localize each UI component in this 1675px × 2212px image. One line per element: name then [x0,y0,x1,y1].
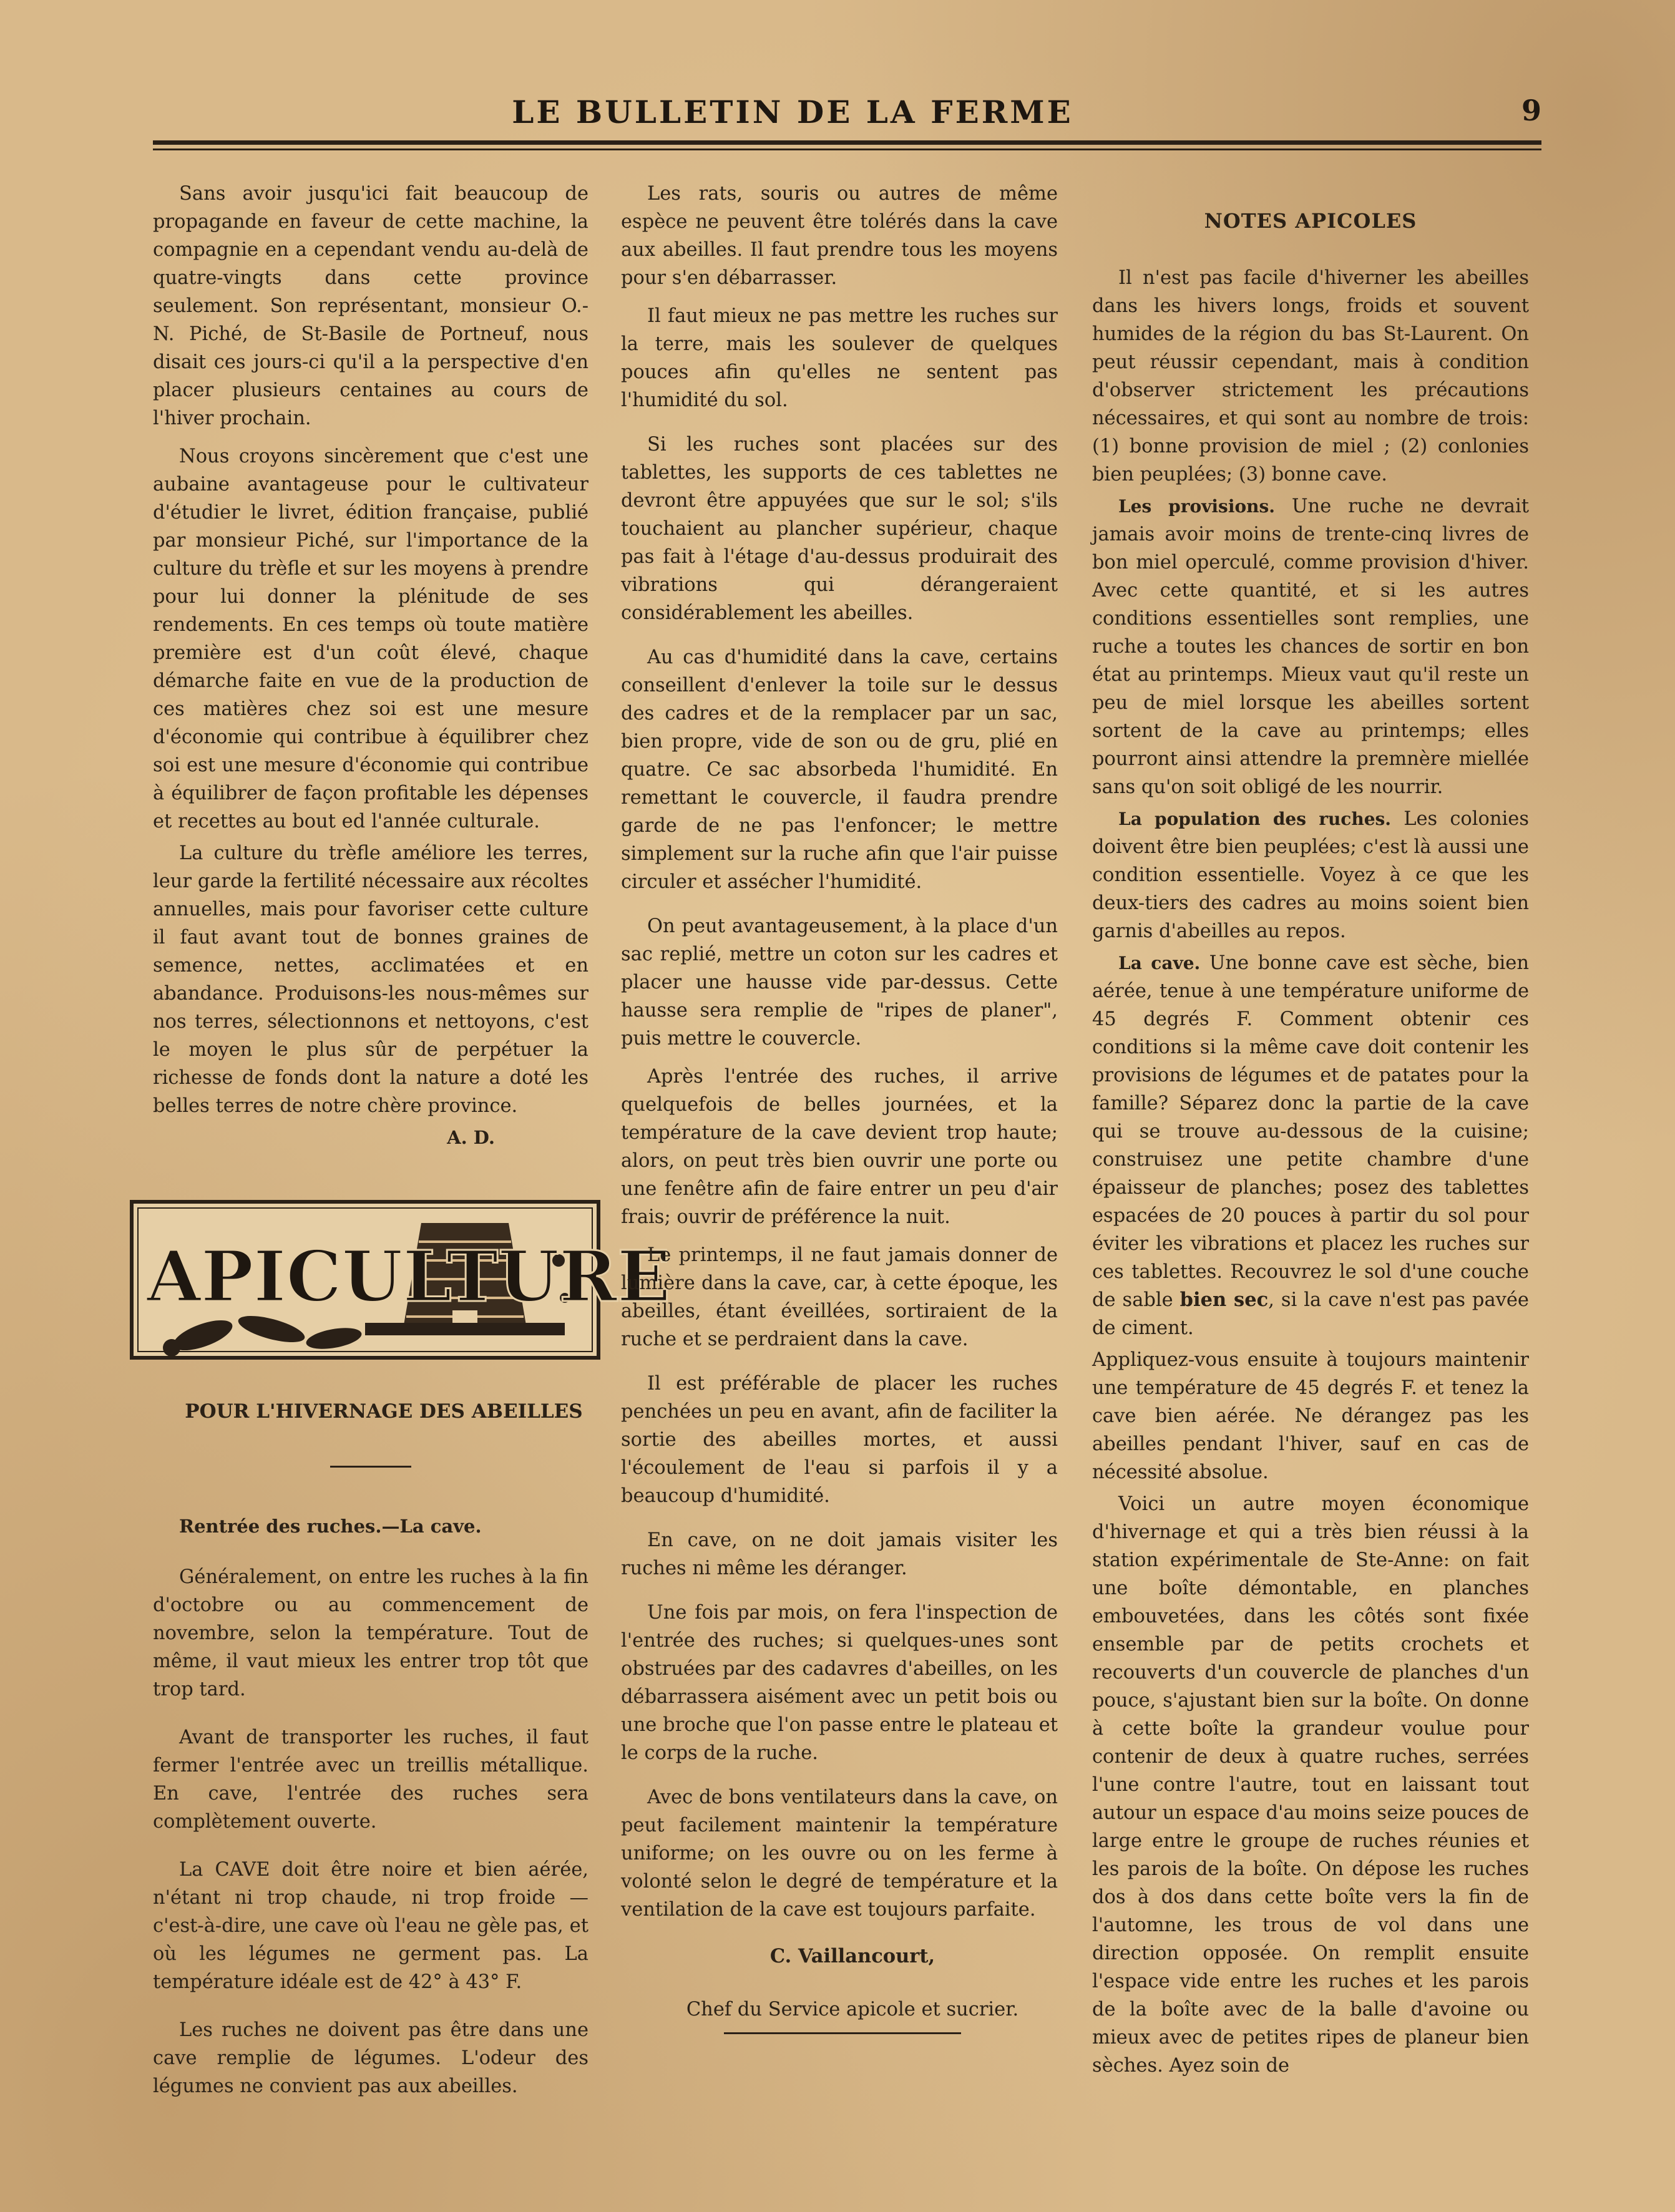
column-2 [621,180,1058,2034]
article-title: POUR L'HIVERNAGE DES ABEILLES [185,1400,583,1423]
signature-title: Chef du Service apicole et sucrier. [686,1999,1019,2020]
paragraph: La CAVE doit être noire et bien aérée, n'étant ni trop chaude, ni trop froide — c'est-à-dire, une cave où l'eau ne gèle pas, et où les légumes ne germent pas. La température idéale est de 42° à 43° F. [153,1859,588,1993]
text-cave-a: Une bonne cave est sèche, bien aérée, tenue à une température uniforme de 45 degrés F. Comment obtenir ces conditions si la même cave doit contenir les provisions de légumes et de patates pour la famille? Séparez donc la partie de la cave qui se trouve au-dessous de la cuisine; construisez une petite chambre d'une épaisseur de planches; posez des tablettes espacées de 20 pouces à partir du sol pour éviter les vibrations et placez les ruches sur ces tablettes. Recouvrez le sol d'une couche de sable [1092,952,1529,1311]
page-number: 9 [1521,94,1541,127]
paragraph: Il faut mieux ne pas mettre les ruches sur la terre, mais les soulever de quelques pouces afin qu'elles ne sentent pas l'humidité du sol. [621,305,1058,411]
paragraph: Le printemps, il ne faut jamais donner de lumière dans la cave, car, à cette époque, les abeilles, étant éveillées, sortiraient de la ruche et se perdraient dans la cave. [621,1244,1058,1350]
lead-cave: La cave. [1118,953,1201,973]
paragraph-cave [1092,949,1529,1342]
header-rule-thick [153,140,1541,145]
paragraph-population [1092,805,1529,945]
end-rule [724,2032,961,2034]
paragraph: Sans avoir jusqu'ici fait beaucoup de propagande en faveur de cette machine, la compagnie en a cependant vendu au-delà de quatre-vingts dans cette province seulement. Son représentant, monsieur O.-N. Piché, de St-Basile de Portneuf, nous disait ces jours-ci qu'il a la perspective d'en placer plusieurs centaines au cours de l'hiver prochain. [153,183,588,429]
paragraph: Après l'entrée des ruches, il arrive quelquefois de belles journées, et la température de la cave devient trop haute; alors, on peut très bien ouvrir une porte ou une fenêtre afin de faire entrer un peu d'air frais; ouvrir de préférence la nuit. [621,1066,1058,1228]
banner-illustration [128,1198,671,1379]
paragraph: Au cas d'humidité dans la cave, certains conseillent d'enlever la toile sur le dessus des cadres et de la remplacer par un sac, bien propre, vide de son ou de gru, plié en quatre. Ce sac absorbeda l'humidité. En remettant le couvercle, il faudra prendre garde de ne pas l'enfoncer; le mettre simplement sur la ruche afin que l'air puisse circuler et assécher l'humidité. [621,646,1058,893]
text-cave-bold: bien sec [1179,1289,1269,1311]
text-cave-b: , si la cave n'est pas pavée de ciment. [1092,1289,1529,1339]
signature-ad: A. D. [447,1127,495,1148]
paragraph: Si les ruches sont placées sur des tablettes, les supports de ces tablettes ne devront être appuyées que sur le sol; s'ils touchaient au plancher supérieur, chaque pas fait à l'étage d'au-dessus produirait des vibrations qui dérangeraient considérablement les abeilles. [621,434,1058,624]
paragraph: En cave, on ne doit jamais visiter les ruches ni même les déranger. [621,1529,1058,1579]
text-population: Les colonies doivent être bien peuplées; c'est là aussi une condition essentielle. Voyez à ce que les deux-tiers des cadres au moins soient bien garnis d'abeilles au repos. [1092,808,1529,942]
signature-vaillancourt: C. Vaillancourt, [769,1945,935,1967]
header-rule-thin [153,149,1541,150]
page-header [153,94,1541,131]
paragraph: Il n'est pas facile d'hiverner les abeilles dans les hivers longs, froids et souvent humides de la région du bas St-Laurent. On peut réussir cependant, mais à condition d'observer strictement les précautions nécessaires, et qui sont au nombre de trois: (1) bonne provision de miel ; (2) conlonies bien peuplées; (3) bonne cave. [1092,267,1529,485]
paragraph: Généralement, on entre les ruches à la fin d'octobre ou au commencement de novembre, selon la température. Tout de même, il vaut mieux les entrer trop tôt que trop tard. [153,1566,588,1700]
lead-provisions: Les provisions. [1118,496,1276,517]
column-1-article [153,1398,588,2110]
column-3 [1092,264,1529,2090]
paragraph: Nous croyons sincèrement que c'est une aubaine avantageuse pour le cultivateur d'étudier le livret, édition française, publié par monsieur Piché, sur l'importance de la culture du trèfle et sur les moyens à prendre pour lui donner la plénitude de ses rendements. En ces temps où toute matière première est d'un coût élevé, chaque démarche faite en vue de la production de ces matières chez soi est une mesure d'économie qui contribue à équilibrer chez soi est une mesure d'économie qui contribue à équilibrer de façon profitable les dépenses et recettes au bout ed l'année culturale. [153,446,588,832]
paragraph: Les rats, souris ou autres de même espèce ne peuvent être tolérés dans la cave aux abeilles. Il faut prendre tous les moyens pour s'en débarrasser. [621,183,1058,289]
text-provisions: Une ruche ne devrait jamais avoir moins de trente-cinq livres de bon miel operculé, comme provision d'hiver. Avec cette quantité, et si les autres conditions essentielles sont remplies, une ruche a toutes les chances de sortir en bon état au printemps. Mieux vaut qu'il reste un peu de miel lorsque les abeilles sortent sortent de la cave au printemps; elles pourront ainsi attendre la premnère miellée sans qu'on soit obligé de les nourrir. [1092,495,1530,798]
column-1 [153,180,588,1152]
paragraph: Appliquez-vous ensuite à toujours maintenir une température de 45 degrés F. et tenez la cave bien aérée. Ne dérangez pas les abeilles pendant l'hiver, sauf en cas de nécessité absolue. [1092,1349,1529,1483]
paragraph-provisions [1092,492,1529,801]
newspaper-title: LE BULLETIN DE LA FERME [512,94,1073,130]
paragraph: Il est préférable de placer les ruches penchées un peu en avant, afin de faciliter la sortie des abeilles mortes, et aussi l'écoulement de l'eau si parfois il y a beaucoup d'humidité. [621,1373,1058,1507]
paragraph: Voici un autre moyen économique d'hivernage et qui a très bien réussi à la station expérimentale de Ste-Anne: on fait une boîte démontable, en planches embouvetées, dans les côtés sont fixée ensemble par de petits crochets et recouverts d'un couvercle de planches d'un pouce, s'ajustant bien sur la boîte. On donne à cette boîte la grandeur voulue pour contenir de deux à quatre ruches, serrées l'une contre l'autre, tout en laissant tout autour un espace d'au moins seize pouces de large entre le groupe de ruches réunies et les parois de la boîte. On dépose les ruches dos à dos dans cette boîte vers la fin de l'automne, les trous de vol dans une direction opposée. On remplit ensuite l'espace vide entre les ruches et les parois de la boîte avec de la balle d'avoine ou mieux avec de petites ripes de planeur bien sèches. Ayez soin de [1092,1493,1529,2077]
paragraph: Avec de bons ventilateurs dans la cave, on peut facilement maintenir la température uniforme; on les ouvre ou on les ferme à volonté selon le degré de température et la ventilation de la cave est toujours parfaite. [621,1786,1058,1921]
paragraph: Les ruches ne doivent pas être dans une cave remplie de légumes. L'odeur des légumes ne convient pas aux abeilles. [153,2019,588,2097]
section-heading: NOTES APICOLES [1204,209,1417,233]
article-subhead: Rentrée des ruches.—La cave. [179,1516,482,1537]
apiculture-banner [128,1198,671,1379]
paragraph: On peut avantageusement, à la place d'un sac replié, mettre un coton sur les cadres et placer une hausse vide par-dessus. Cette hausse sera remplie de "ripes de planer", puis mettre le couvercle. [621,915,1058,1050]
title-divider [330,1466,411,1468]
paragraph: Avant de transporter les ruches, il faut fermer l'entrée avec un treillis métallique. En cave, l'entrée des ruches sera complètement ouverte. [153,1727,588,1833]
paragraph: Une fois par mois, on fera l'inspection de l'entrée des ruches; si quelques-unes sont obstruées par des cadavres d'abeilles, on les débarrassera aisément avec un petit bois ou une broche que l'on passe entre le plateau et le corps de la ruche. [621,1602,1058,1764]
lead-population: La population des ruches. [1118,809,1392,829]
paragraph: La culture du trèfle améliore les terres, leur garde la fertilité nécessaire aux récoltes annuelles, mais pour favoriser cette culture il faut avant tout de bonnes graines de semence, nettes, acclimatées et en abandance. Produisons-les nous-mêmes sur nos terres, sélectionnons et nettoyons, c'est le moyen le plus sûr de perpétuer la richesse de fonds dont la nature a doté les belles terres de notre chère province. [153,842,588,1117]
banner-text: APICULTURE [147,1236,671,1318]
